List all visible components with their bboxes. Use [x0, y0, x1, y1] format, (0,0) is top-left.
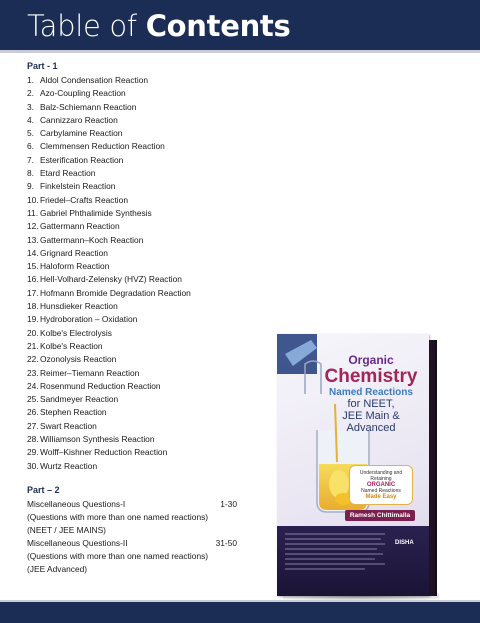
misc2-label: Miscellaneous Questions-II — [27, 537, 128, 548]
list-item: 13.Gattermann–Koch Reaction — [27, 234, 144, 245]
list-item: 25.Sandmeyer Reaction — [27, 394, 119, 405]
list-item: 22.Ozonolysis Reaction — [27, 354, 117, 365]
list-item: 1. Aldol Condensation Reaction — [27, 75, 149, 85]
misc1-range: 1-30 — [220, 498, 237, 509]
book-front-cover — [277, 334, 429, 596]
list-item: 3. Balz-Schiemann Reaction — [27, 101, 137, 112]
cover-title: Organic Chemistry Named Reactions for NEET, JEE Main & Advanced — [324, 353, 418, 434]
title-bold: Contents — [145, 9, 291, 43]
list-item: 27.Swart Reaction — [27, 420, 97, 431]
list-item: 23.Reimer–Tiemann Reaction — [27, 367, 140, 378]
list-item: 16.Hell-Volhard-Zelensky (HVZ) Reaction — [27, 274, 182, 285]
toc-content — [27, 61, 267, 576]
footer-banner — [0, 600, 480, 623]
list-item: 26.Stephen Reaction — [27, 407, 107, 418]
part1-list — [27, 74, 267, 473]
list-item: 29.Wolff–Kishner Reduction Reaction — [27, 447, 168, 458]
part2-section — [27, 485, 267, 576]
misc2-exam: (JEE Advanced) — [27, 563, 88, 574]
list-item: 7. Esterification Reaction — [27, 154, 124, 165]
misc1-note: (Questions with more than one named reactions) — [27, 511, 209, 522]
publisher-logo: DISHA — [395, 540, 414, 546]
title-light: Table of — [27, 9, 146, 43]
cover-badge: Understanding and Retaining ORGANIC Named Reactions Made Easy — [349, 465, 413, 505]
part1-heading: Part - 1 — [27, 61, 58, 71]
list-item: 30.Wurtz Reaction — [27, 460, 98, 471]
cover-author: Ramesh Chittimalla — [345, 510, 415, 521]
misc-questions-2 — [27, 537, 237, 550]
header-banner — [0, 0, 480, 53]
list-item: 8. Etard Reaction — [27, 168, 96, 179]
misc2-range: 31-50 — [215, 537, 237, 548]
misc1-label: Miscellaneous Questions-I — [27, 498, 126, 509]
list-item: 2. Azo-Coupling Reaction — [27, 88, 126, 99]
list-item: 9. Finkelstein Reaction — [27, 181, 116, 192]
misc2-note: (Questions with more than one named reactions) — [27, 550, 209, 561]
cover-fine-print — [285, 531, 389, 579]
list-item: 6. Clemmensen Reduction Reaction — [27, 141, 165, 152]
list-item: 18.Hunsdieker Reaction — [27, 301, 118, 312]
page-title — [27, 9, 290, 43]
list-item: 28.Williamson Synthesis Reaction — [27, 434, 155, 445]
list-item: 19.Hydroboration – Oxidation — [27, 314, 138, 325]
list-item: 10.Friedel–Crafts Reaction — [27, 194, 128, 205]
list-item: 17.Hofmann Bromide Degradation Reaction — [27, 287, 191, 298]
misc1-exam: (NEET / JEE MAINS) — [27, 524, 106, 535]
list-item: 12.Gattermann Reaction — [27, 221, 120, 232]
list-item: 24.Rosenmund Reduction Reaction — [27, 380, 161, 391]
list-item: 11. Gabriel Phthalimide Synthesis — [27, 207, 152, 218]
list-item: 20.Kolbe's Electrolysis — [27, 327, 112, 338]
book-cover-image — [277, 334, 435, 598]
misc-questions-1 — [27, 498, 237, 511]
list-item: 15.Haloform Reaction — [27, 261, 110, 272]
list-item: 21.Kolbe's Reaction — [27, 340, 103, 351]
part2-heading: Part – 2 — [27, 484, 60, 495]
list-item: 5. Carbylamine Reaction — [27, 128, 123, 139]
list-item: 14.Grignard Reaction — [27, 247, 108, 258]
list-item: 4. Cannizzaro Reaction — [27, 114, 118, 125]
